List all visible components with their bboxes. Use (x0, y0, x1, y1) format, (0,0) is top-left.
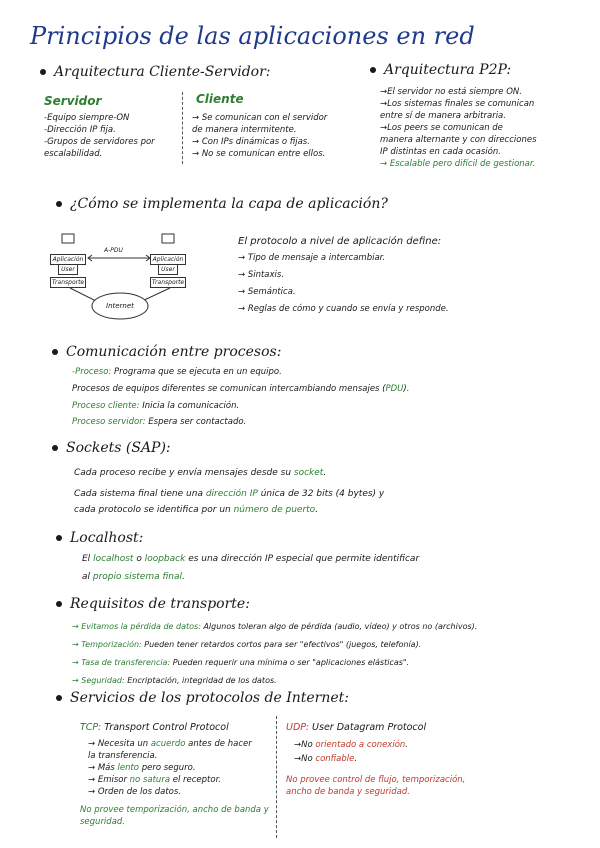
bullet-icon (56, 201, 62, 207)
p2p-list (380, 86, 537, 170)
list-item: → Semántica. (238, 287, 296, 297)
list-item: la transferencia. (88, 751, 158, 761)
processes-body (72, 364, 409, 429)
server-title: Servidor (44, 94, 102, 108)
localhost-heading: Localhost: (56, 530, 143, 546)
list-item: → Sintaxis. (238, 270, 285, 280)
udp-column (286, 718, 465, 798)
tcp-note: seguridad. (80, 817, 125, 827)
sockets-heading: Sockets (SAP): (52, 440, 171, 456)
process-line: Procesos de equipos diferentes se comunican intercambiando mensajes (PDU). (72, 384, 410, 394)
list-item: → Con IPs dinámicas o fijas. (192, 137, 310, 147)
services-heading: Servicios de los protocolos de Internet: (56, 690, 349, 706)
udp-note: No provee control de flujo, temporización, (286, 775, 466, 785)
list-item: →Los peers se comunican de (380, 123, 503, 133)
list-item: → Más lento pero seguro. (88, 763, 196, 773)
link-line (70, 288, 98, 302)
localhost-line: al propio sistema final. (82, 572, 185, 582)
socket-line: cada protocolo se identifica por un número de puerto. (74, 505, 319, 515)
process-line: Proceso servidor: Espera ser contactado. (72, 417, 247, 427)
list-item: → Orden de los datos. (88, 787, 182, 797)
bullet-icon (52, 349, 58, 355)
user-box-right: User (158, 264, 178, 275)
computer-icon (162, 234, 174, 243)
tcp-title: TCP: Transport Control Protocol (80, 722, 229, 733)
protocol-block (238, 234, 449, 318)
p2p-highlight: → Escalable pero difícil de gestionar. (380, 159, 536, 169)
list-item: escalabilidad. (44, 149, 103, 159)
process-line: -Proceso: Programa que se ejecuta en un equipo. (72, 367, 282, 377)
computer-icon (62, 234, 74, 243)
transport-req-heading: Requisitos de transporte: (56, 596, 250, 612)
process-line: Proceso cliente: Inicia la comunicación. (72, 401, 240, 411)
protocol-heading: El protocolo a nivel de aplicación define: (238, 236, 442, 247)
bullet-icon (56, 535, 62, 541)
p2p-heading: Arquitectura P2P: (370, 62, 511, 78)
impl-heading: ¿Cómo se implementa la capa de aplicación? (56, 196, 388, 212)
list-item: -Grupos de servidores por (44, 137, 155, 147)
localhost-body (82, 550, 419, 586)
transport-req-list (72, 618, 477, 690)
bullet-icon (56, 601, 62, 607)
list-item: → No se comunican entre ellos. (192, 149, 326, 159)
list-item: → Tipo de mensaje a intercambiar. (238, 253, 386, 263)
list-item: →Los sistemas finales se comunican (380, 99, 535, 109)
list-item: → Tasa de transferencia: Pueden requerir una mínima o ser "aplicaciones elásticas". (72, 658, 410, 667)
localhost-line: El localhost o loopback es una dirección IP especial que permite identificar (82, 554, 420, 564)
list-item: -Equipo siempre-ON (44, 113, 130, 123)
network-diagram (40, 230, 240, 330)
sockets-body (74, 460, 384, 518)
bullet-icon (52, 445, 58, 451)
processes-heading: Comunicación entre procesos: (52, 344, 281, 360)
arrow-label: A-PDU (104, 247, 123, 254)
list-item: de manera intermitente. (192, 125, 297, 135)
app-box-right: Aplicación (150, 254, 186, 265)
cloud-label: Internet (106, 302, 134, 310)
list-item: -Dirección IP fija. (44, 125, 116, 135)
list-item: entre sí de manera arbitraria. (380, 111, 506, 121)
server-list (44, 112, 155, 160)
udp-note: ancho de banda y seguridad. (286, 787, 410, 797)
bullet-icon (56, 695, 62, 701)
column-divider (182, 92, 183, 164)
column-divider (276, 716, 277, 838)
client-title: Cliente (196, 92, 244, 106)
client-server-heading: Arquitectura Cliente-Servidor: (40, 64, 271, 80)
list-item: → Seguridad: Encriptación, integridad de los datos. (72, 676, 277, 685)
tcp-note: No provee temporización, ancho de banda y (80, 805, 269, 815)
app-box-left: Aplicación (50, 254, 86, 265)
socket-line: Cada sistema final tiene una dirección IP única de 32 bits (4 bytes) y (74, 489, 385, 499)
bullet-icon (370, 67, 376, 73)
user-box-left: User (58, 264, 78, 275)
udp-title: UDP: User Datagram Protocol (286, 722, 427, 733)
list-item: → Se comunican con el servidor (192, 113, 328, 123)
list-item: → Emisor no satura el receptor. (88, 775, 221, 785)
list-item: →El servidor no está siempre ON. (380, 87, 522, 97)
list-item: → Temporización: Pueden tener retardos cortos para ser "efectivos" (juegos, telefonía). (72, 640, 422, 649)
list-item: →No confiable. (294, 754, 358, 764)
list-item: →No orientado a conexión. (294, 740, 408, 750)
list-item: manera alternante y con direcciones (380, 135, 537, 145)
list-item: IP distintas en cada ocasión. (380, 147, 501, 157)
list-item: → Evitamos la pérdida de datos: Algunos toleran algo de pérdida (audio, vídeo) y otros no (archivos). (72, 622, 478, 631)
list-item: → Necesita un acuerdo antes de hacer (88, 739, 252, 749)
page-title: Principios de las aplicaciones en red (30, 22, 475, 50)
transport-box-left: Transporte (51, 279, 85, 286)
client-list (192, 112, 327, 160)
udp-list (286, 738, 465, 766)
bullet-icon (40, 69, 46, 75)
tcp-column (80, 718, 269, 828)
list-item: → Reglas de cómo y cuando se envía y responde. (238, 304, 449, 314)
socket-line: Cada proceso recibe y envía mensajes desde su socket. (74, 468, 327, 478)
tcp-list (80, 738, 269, 798)
transport-box-right: Transporte (151, 279, 185, 286)
